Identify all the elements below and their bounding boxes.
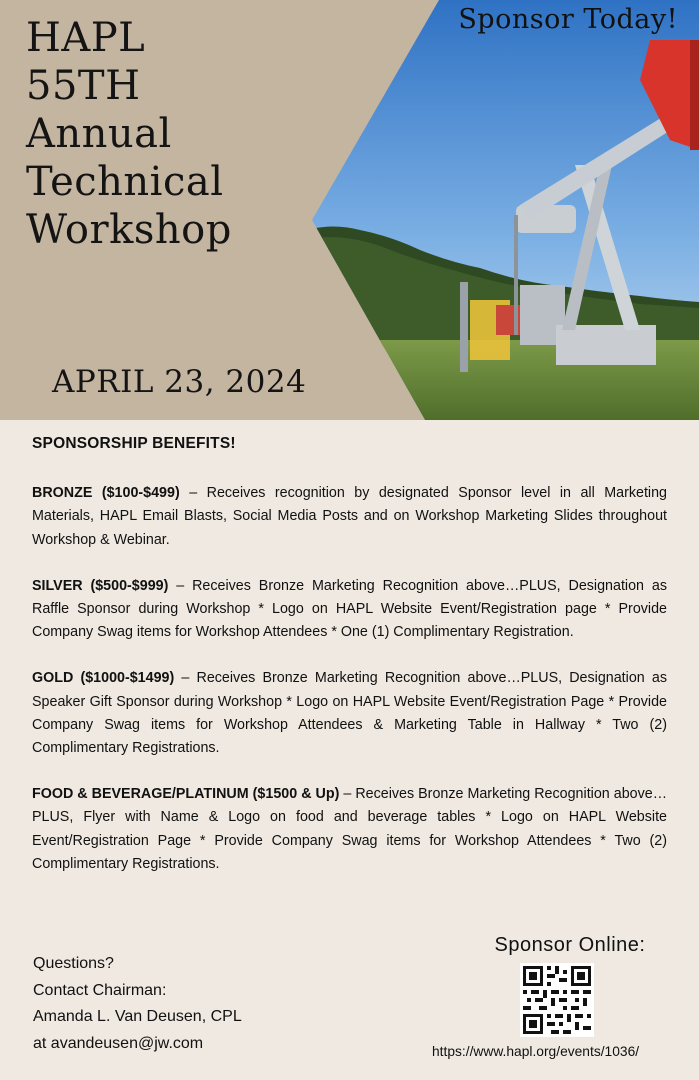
title-line: HAPL	[26, 15, 146, 61]
tier-silver	[32, 575, 667, 645]
sponsor-online-label: Sponsor Online:	[494, 934, 646, 956]
sponsorship-benefits	[32, 432, 667, 899]
sponsor-today-heading: Sponsor Today!	[458, 4, 678, 35]
tier-name: SILVER ($500-$999)	[32, 577, 169, 594]
title-line: 55TH	[26, 63, 141, 109]
title-line: Annual	[26, 111, 172, 157]
tier-name: FOOD & BEVERAGE/PLATINUM ($1500 & Up)	[32, 786, 340, 803]
registration-url-link[interactable]: https://www.hapl.org/events/1036/	[432, 1044, 640, 1059]
tier-description: – Receives recognition by designated Sponsor level in all Marketing Materials, HAPL Email Blasts, Social Media Posts and on Workshop Marketing Slides throughout Workshop & Webinar.	[32, 485, 668, 548]
page-title	[26, 14, 232, 254]
tier-description: – Receives Bronze Marketing Recognition above…PLUS, Designation as Raffle Sponsor during Workshop * Logo on HAPL Website Event/Registration page * Provide Company Swag items for Workshop Attendees * One (1) Complimentary Registration.	[32, 577, 668, 641]
title-line: Workshop	[26, 207, 232, 253]
tier-gold	[32, 667, 667, 760]
tier-description: – Receives Bronze Marketing Recognition above…PLUS, Designation as Speaker Gift Sponsor during Workshop * Logo on HAPL Website Event/Registration Page * Provide Company Swag items for Workshop Attendees & Marketing Table in Hallway * Two (2) Complimentary Registrations.	[32, 670, 667, 757]
title-line: Technical	[26, 159, 224, 205]
tier-bronze	[32, 482, 667, 552]
tier-platinum	[32, 783, 667, 876]
qr-code-icon[interactable]	[520, 963, 594, 1037]
header-banner	[0, 0, 699, 420]
contact-block	[33, 951, 242, 1057]
contact-name: Amanda L. Van Deusen, CPL	[33, 1008, 242, 1025]
contact-label: Contact Chairman:	[33, 981, 167, 999]
questions-label: Questions?	[33, 955, 114, 972]
tier-name: GOLD ($1000-$1499)	[32, 670, 175, 687]
tier-name: BRONZE ($100-$499)	[32, 485, 180, 502]
tier-description: – Receives Bronze Marketing Recognition above…PLUS, Flyer with Name & Logo on food and beverage tables * Logo on HAPL Website Event/Registration Page * Provide Company Swag items for Workshop Attendees * Two (2) Complimentary Registrations.	[32, 786, 668, 872]
benefits-heading: SPONSORSHIP BENEFITS!	[32, 435, 236, 452]
contact-email[interactable]: at avandeusen@jw.com	[33, 1034, 204, 1052]
event-date: APRIL 23, 2024	[52, 364, 307, 400]
qr-code-graphic	[520, 963, 594, 1037]
